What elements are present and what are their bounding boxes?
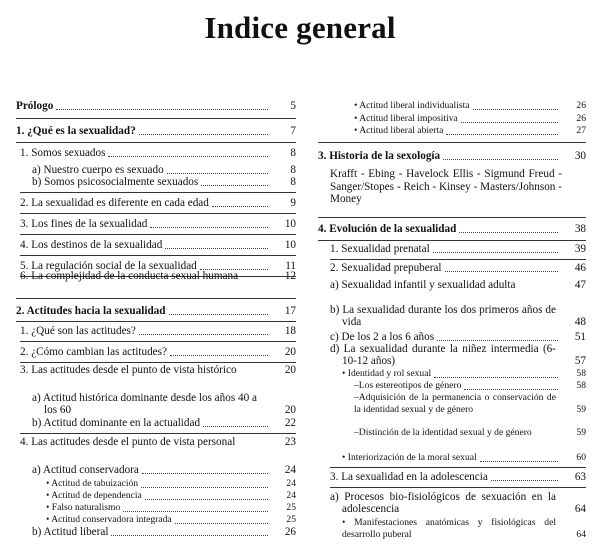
- toc-item-4-2d2[interactable]: [318, 452, 586, 464]
- toc-page-number: 18: [284, 325, 296, 337]
- section-divider: [318, 240, 586, 241]
- toc-page-number: 58: [576, 380, 586, 391]
- toc-entry-title: a) Actitud histórica dominante desde los años 40 a los 60: [32, 392, 257, 416]
- toc-subsection-4-2d[interactable]: [318, 343, 586, 367]
- toc-page-number: 39: [574, 243, 586, 255]
- toc-entry-title: • Actitud de dependencia: [46, 490, 142, 501]
- toc-page-number: 10: [284, 239, 296, 251]
- toc-item-r1[interactable]: [318, 100, 586, 112]
- toc-section-4-2[interactable]: [318, 262, 586, 274]
- toc-chapter-1[interactable]: [16, 125, 296, 137]
- toc-entry-title: a) Procesos bio-fisiológicos de sexuación en la adolescencia: [330, 491, 556, 515]
- section-divider: [20, 213, 296, 214]
- toc-page-number: 51: [574, 331, 586, 343]
- section-divider: [16, 118, 296, 119]
- toc-item-2-4a1[interactable]: [16, 478, 296, 490]
- toc-entry-title: b) Somos psicosocialmente sexuados: [32, 176, 199, 188]
- toc-entry-title: 1. ¿Qué son las actitudes?: [20, 325, 136, 337]
- toc-item-4-2d1a[interactable]: [318, 380, 586, 392]
- toc-page-number: 10: [284, 218, 296, 230]
- toc-entry-title: 5. La regulación social de la sexualidad: [20, 260, 197, 272]
- section-divider: [318, 142, 586, 143]
- toc-entry-title: • Identidad y rol sexual: [342, 368, 432, 379]
- toc-entry-title: • Actitud conservadora integrada: [46, 514, 172, 525]
- toc-section-2-3[interactable]: [16, 364, 296, 376]
- toc-entry-title: 2. Actitudes hacia la sexualidad: [16, 305, 166, 317]
- toc-section-1-1[interactable]: [16, 147, 296, 159]
- toc-entry-title: • Actitud de tabuización: [46, 478, 139, 489]
- section-divider: [330, 259, 586, 260]
- toc-page-number: 26: [576, 113, 586, 124]
- toc-item-4-2d1[interactable]: [318, 368, 586, 380]
- dot-leader: [145, 499, 268, 500]
- toc-subsection-4-3a[interactable]: [318, 491, 586, 515]
- toc-section-4-3[interactable]: [318, 471, 586, 483]
- toc-page-number: 23: [284, 436, 296, 448]
- toc-entry-title: b) La sexualidad durante los dos primeros años de vida: [330, 304, 556, 328]
- toc-item-4-2d1b[interactable]: [318, 392, 586, 416]
- toc-entry-title: • Falso naturalismo: [46, 502, 121, 513]
- section-divider: [318, 217, 586, 218]
- toc-entry-title: • Actitud liberal individualista: [354, 100, 470, 111]
- toc-entry-title: a) Sexualidad infantil y sexualidad adulta: [330, 279, 516, 291]
- dot-leader: [139, 334, 268, 335]
- section-divider: [20, 362, 296, 363]
- toc-entry-title: b) Actitud liberal: [32, 526, 109, 538]
- dot-leader: [175, 523, 268, 524]
- dot-leader: [150, 227, 268, 228]
- toc-entry-title: 1. Sexualidad prenatal: [330, 243, 430, 255]
- toc-section-1-4[interactable]: [16, 239, 296, 251]
- toc-entry-title: • Actitud liberal impositiva: [354, 113, 458, 124]
- toc-page-number: 20: [284, 364, 296, 376]
- section-divider: [330, 467, 586, 468]
- toc-page-number: 12: [284, 270, 296, 282]
- toc-chapter-3[interactable]: [318, 150, 586, 162]
- section-divider: [20, 255, 296, 256]
- toc-entry-title: 2. ¿Cómo cambian las actitudes?: [20, 346, 167, 358]
- section-divider: [16, 321, 296, 322]
- toc-subsection-1-1b[interactable]: [16, 176, 296, 188]
- toc-subsection-2-4a[interactable]: [16, 464, 296, 476]
- toc-page-number: 22: [284, 417, 296, 429]
- toc-page-number: 47: [574, 279, 586, 291]
- toc-page-number: 20: [284, 404, 296, 416]
- dot-leader: [139, 134, 268, 135]
- dot-leader: [443, 159, 558, 160]
- section-divider: [20, 341, 296, 342]
- toc-chapter-4[interactable]: [318, 223, 586, 235]
- toc-subsection-4-2b[interactable]: [318, 304, 586, 328]
- dot-leader: [434, 377, 558, 378]
- toc-page-number: 24: [284, 464, 296, 476]
- toc-page-number: 46: [574, 262, 586, 274]
- dot-leader: [437, 340, 558, 341]
- toc-section-2-4[interactable]: [16, 436, 296, 448]
- toc-page-number: 9: [290, 197, 296, 209]
- section-divider: [20, 234, 296, 235]
- toc-page-number: 27: [576, 125, 586, 136]
- toc-entry-title: • Actitud liberal abierta: [354, 125, 444, 136]
- toc-entry-title: 6. La complejidad de la conducta sexual humana: [20, 270, 239, 282]
- toc-entry-title: 3. Los fines de la sexualidad: [20, 218, 148, 230]
- dot-leader: [433, 252, 558, 253]
- dot-leader: [141, 487, 268, 488]
- toc-page-number: 25: [286, 514, 296, 525]
- toc-entry-title: • Manifestaciones anatómicas y fisiológicas del desarrollo puberal: [342, 517, 556, 540]
- toc-subsection-4-2a[interactable]: [318, 279, 586, 291]
- dot-leader: [491, 480, 558, 481]
- toc-entry-title: • Interiorización de la moral sexual: [342, 452, 477, 463]
- toc-entry-title: 2. La sexualidad es diferente en cada edad: [20, 197, 209, 209]
- toc-page-number: 58: [576, 368, 586, 379]
- toc-page-number: 8: [290, 176, 296, 188]
- toc-page-number: 38: [574, 223, 586, 235]
- toc-entry-title: 2. Sexualidad prepuberal: [330, 262, 442, 274]
- dot-leader: [169, 314, 269, 315]
- toc-page-number: 17: [284, 305, 296, 317]
- toc-subsection-2-4b[interactable]: [16, 526, 296, 538]
- toc-entry-title: 3. Historia de la sexología: [318, 150, 441, 162]
- section-divider: [330, 487, 586, 488]
- toc-entry-title: a) Nuestro cuerpo es sexuado: [32, 164, 164, 176]
- toc-page-number: 59: [576, 427, 586, 438]
- dot-leader: [461, 122, 558, 123]
- toc-item-2-4a4[interactable]: [16, 514, 296, 526]
- dot-leader: [56, 109, 268, 110]
- toc-page-number: 57: [574, 355, 586, 367]
- toc-entry-title: 3. La sexualidad en la adolescencia: [330, 471, 488, 483]
- toc-entry-title: 4. Evolución de la sexualidad: [318, 223, 457, 235]
- dot-leader: [203, 426, 268, 427]
- dot-leader: [473, 109, 558, 110]
- page-title: Indice general: [204, 10, 396, 45]
- toc-entry-title: 4. Los destinos de la sexualidad: [20, 239, 163, 251]
- dot-leader: [165, 248, 268, 249]
- dot-leader: [167, 173, 268, 174]
- toc-page-number: 26: [576, 100, 586, 111]
- toc-page-number: 63: [574, 471, 586, 483]
- dot-leader: [464, 389, 558, 390]
- section-divider: [20, 433, 296, 434]
- section-divider: [16, 142, 296, 143]
- toc-subsection-4-2c[interactable]: [318, 331, 586, 343]
- toc-entry-title: –Distinción de la identidad sexual y de género: [354, 427, 532, 438]
- toc-entry-title: Prólogo: [16, 100, 54, 112]
- dot-leader: [111, 535, 268, 536]
- section-divider: [16, 298, 296, 299]
- toc-entry-title: 1. ¿Qué es la sexualidad?: [16, 125, 136, 137]
- dot-leader: [170, 355, 268, 356]
- toc-item-r3[interactable]: [318, 125, 586, 137]
- toc-page-number: 8: [290, 164, 296, 176]
- toc-page-number: 64: [576, 528, 586, 540]
- toc-page-number: 60: [576, 452, 586, 463]
- toc-entry-title: 1. Somos sexuados: [20, 147, 106, 159]
- dot-leader: [212, 206, 268, 207]
- toc-entry-title: c) De los 2 a los 6 años: [330, 331, 435, 343]
- toc-item-4-3a1[interactable]: [318, 517, 586, 541]
- toc-section-4-1[interactable]: [318, 243, 586, 255]
- dot-leader: [123, 511, 268, 512]
- dot-leader: [459, 232, 558, 233]
- toc-page-number: 8: [290, 147, 296, 159]
- chapter-3-names: Krafft - Ebing - Havelock Ellis - Sigmund Freud - Sanger/Stopes - Reich - Kinsey - Masters/Johnson - Money: [330, 168, 562, 206]
- toc-section-2-1[interactable]: [16, 325, 296, 337]
- toc-section-1-2[interactable]: [16, 197, 296, 209]
- toc-entry-title: a) Actitud conservadora: [32, 464, 139, 476]
- dot-leader: [445, 271, 558, 272]
- toc-entry-title: d) La sexualidad durante la niñez intermedia (6-10-12 años): [330, 343, 556, 367]
- toc-entry-title: –Adquisición de la permanencia o conservación de la identidad sexual y de género: [354, 392, 556, 415]
- toc-page-number: 24: [286, 490, 296, 501]
- toc-subsection-1-1a[interactable]: [16, 164, 296, 176]
- dot-leader: [201, 185, 268, 186]
- dot-leader: [446, 134, 558, 135]
- dot-leader: [108, 156, 268, 157]
- toc-page-number: 64: [574, 503, 586, 515]
- toc-item-2-4a3[interactable]: [16, 502, 296, 514]
- toc-subsection-2-3b[interactable]: [16, 417, 296, 429]
- toc-entry-prologo[interactable]: [16, 100, 296, 112]
- toc-page-number: 7: [290, 125, 296, 137]
- toc-page-number: 11: [285, 260, 296, 272]
- toc-page-number: 24: [286, 478, 296, 489]
- toc-entry-title: 4. Las actitudes desde el punto de vista personal: [20, 436, 236, 448]
- toc-item-4-2d1c[interactable]: [318, 427, 586, 439]
- toc-page-number: 20: [284, 346, 296, 358]
- toc-item-2-4a2[interactable]: [16, 490, 296, 502]
- toc-section-2-2[interactable]: [16, 346, 296, 358]
- toc-entry-title: –Los estereotipos de género: [354, 380, 462, 391]
- toc-item-r2[interactable]: [318, 113, 586, 125]
- toc-subsection-2-3a[interactable]: [16, 392, 296, 416]
- toc-entry-title: 3. Las actitudes desde el punto de vista histórico: [20, 364, 237, 376]
- dot-leader: [480, 461, 558, 462]
- toc-chapter-2[interactable]: [16, 305, 296, 317]
- dot-leader: [142, 473, 268, 474]
- toc-page-number: 59: [576, 403, 586, 415]
- toc-page-number: 48: [574, 316, 586, 328]
- toc-section-1-6[interactable]: [16, 270, 296, 282]
- toc-page-number: 25: [286, 502, 296, 513]
- section-divider: [20, 192, 296, 193]
- toc-section-1-3[interactable]: [16, 218, 296, 230]
- toc-page-number: 26: [284, 526, 296, 538]
- toc-entry-title: b) Actitud dominante en la actualidad: [32, 417, 201, 429]
- toc-page-number: 5: [290, 100, 296, 112]
- toc-page-number: 30: [574, 150, 586, 162]
